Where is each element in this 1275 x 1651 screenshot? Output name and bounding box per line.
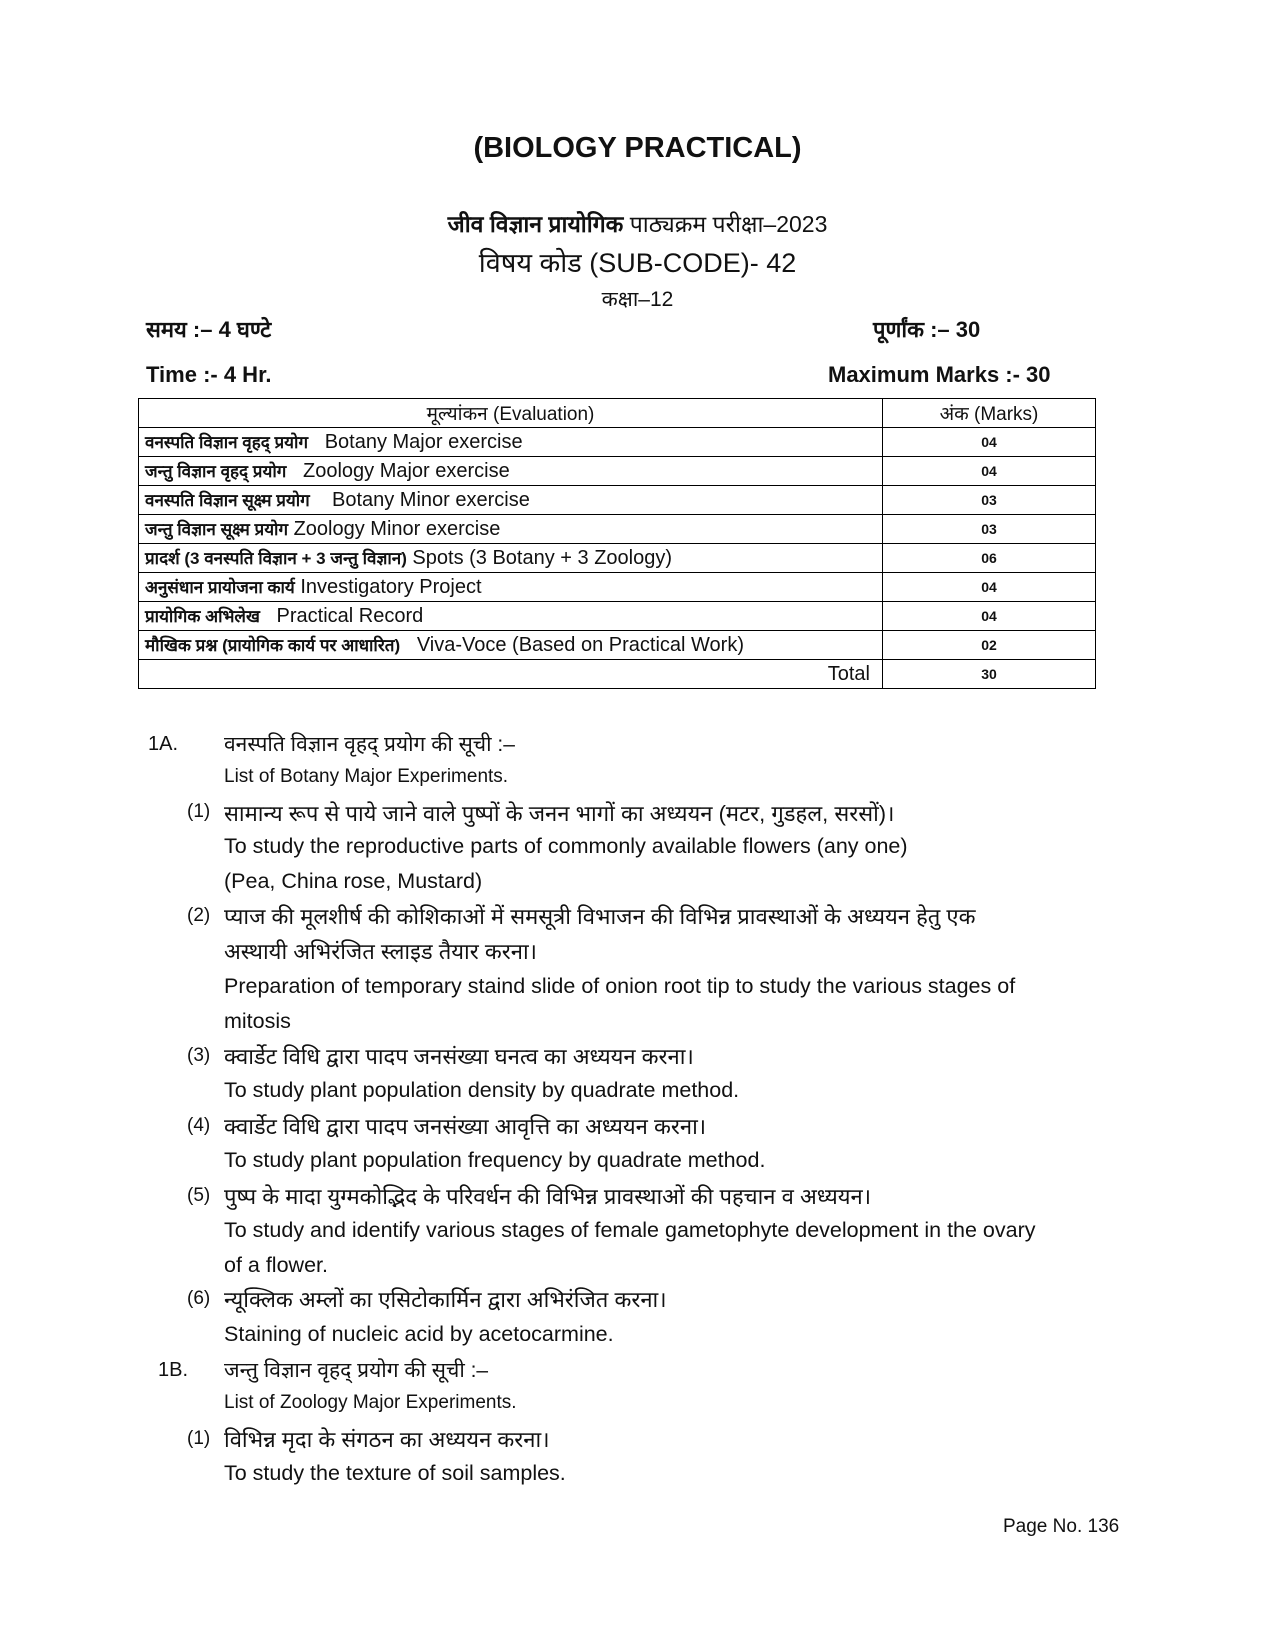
item-number: (3) bbox=[187, 1045, 211, 1066]
section-1a-number: 1A. bbox=[148, 733, 179, 755]
total-value: 30 bbox=[883, 660, 1096, 689]
item-text-hindi: क्वार्डेट विधि द्वारा पादप जनसंख्या आवृत्ति का अध्ययन करना। bbox=[224, 1114, 707, 1139]
row-hindi: जन्तु विज्ञान वृहद् प्रयोग bbox=[145, 462, 287, 481]
marks-hindi: पूर्णांक :– 30 bbox=[873, 317, 981, 342]
evaluation-table bbox=[138, 398, 1096, 689]
row-marks: 06 bbox=[883, 544, 1096, 573]
item-text-english: Preparation of temporary staind slide of onion root tip to study the various stages of bbox=[224, 974, 1016, 998]
item-number: (4) bbox=[187, 1115, 211, 1136]
item-text-english: mitosis bbox=[224, 1009, 291, 1033]
row-marks: 04 bbox=[883, 602, 1096, 631]
item-text-english: To study plant population frequency by quadrate method. bbox=[224, 1148, 766, 1172]
row-english: Botany Minor exercise bbox=[331, 489, 530, 511]
item-number: (5) bbox=[187, 1185, 211, 1206]
class-label: कक्षा–12 bbox=[601, 288, 674, 311]
table-row bbox=[139, 486, 1096, 515]
row-marks: 02 bbox=[883, 631, 1096, 660]
item-text-english: To study and identify various stages of female gametophyte development in the ovary bbox=[224, 1218, 1036, 1242]
item-number: (6) bbox=[187, 1288, 211, 1309]
row-english: Zoology Major exercise bbox=[302, 460, 510, 482]
table-row bbox=[139, 602, 1096, 631]
section-1a-title-hindi: वनस्पति विज्ञान वृहद् प्रयोग की सूची :– bbox=[224, 733, 515, 756]
page-number: Page No. 136 bbox=[1003, 1516, 1120, 1537]
item-text-hindi: प्याज की मूलशीर्ष की कोशिकाओं में समसूत्री विभाजन की विभिन्न प्रावस्थाओं के अध्ययन हेतु एक bbox=[224, 904, 976, 929]
row-english: Investigatory Project bbox=[300, 576, 482, 598]
item-text-english: Staining of nucleic acid by acetocarmine. bbox=[224, 1322, 614, 1346]
row-hindi: जन्तु विज्ञान सूक्ष्म प्रयोग bbox=[145, 520, 289, 539]
section-1b-title-hindi: जन्तु विज्ञान वृहद् प्रयोग की सूची :– bbox=[224, 1359, 489, 1382]
item-text-hindi: पुष्प के मादा युग्मकोद्भिद के परिवर्धन की विभिन्न प्रावस्थाओं की पहचान व अध्ययन। bbox=[224, 1184, 872, 1209]
item-text-english: To study the texture of soil samples. bbox=[224, 1461, 566, 1485]
marks-english: Maximum Marks :- 30 bbox=[828, 362, 1051, 387]
subject-heading-bold: जीव विज्ञान प्रायोगिक bbox=[447, 211, 624, 237]
row-hindi: अनुसंधान प्रायोजना कार्य bbox=[145, 578, 295, 597]
subject-code: विषय कोड (SUB-CODE)- 42 bbox=[478, 248, 797, 278]
total-label: Total bbox=[139, 660, 883, 689]
row-marks: 04 bbox=[883, 428, 1096, 457]
section-1a-title-english: List of Botany Major Experiments. bbox=[224, 766, 509, 787]
item-text-english: (Pea, China rose, Mustard) bbox=[224, 869, 483, 893]
row-english: Botany Major exercise bbox=[324, 431, 523, 453]
table-header-row bbox=[139, 399, 1096, 428]
item-text-hindi: सामान्य रूप से पाये जाने वाले पुष्पों के जनन भागों का अध्ययन (मटर, गुडहल, सरसों)। bbox=[224, 801, 895, 826]
table-total-row bbox=[139, 660, 1096, 689]
table-row bbox=[139, 573, 1096, 602]
row-english: Spots (3 Botany + 3 Zoology) bbox=[412, 547, 673, 569]
column-header-marks: अंक (Marks) bbox=[883, 399, 1096, 428]
subject-heading-hindi bbox=[0, 207, 1275, 239]
item-text-hindi: क्वार्डेट विधि द्वारा पादप जनसंख्या घनत्व का अध्ययन करना। bbox=[224, 1044, 694, 1069]
table-row bbox=[139, 428, 1096, 457]
row-marks: 03 bbox=[883, 515, 1096, 544]
row-hindi: वनस्पति विज्ञान वृहद् प्रयोग bbox=[145, 433, 309, 452]
row-hindi: मौखिक प्रश्न (प्रायोगिक कार्य पर आधारित) bbox=[145, 636, 401, 655]
item-text-english: of a flower. bbox=[224, 1253, 328, 1277]
table-row bbox=[139, 515, 1096, 544]
row-marks: 03 bbox=[883, 486, 1096, 515]
table-row bbox=[139, 631, 1096, 660]
table-row bbox=[139, 544, 1096, 573]
section-1b-title-english: List of Zoology Major Experiments. bbox=[224, 1392, 517, 1413]
section-1b-number: 1B. bbox=[158, 1359, 189, 1381]
row-marks: 04 bbox=[883, 457, 1096, 486]
row-marks: 04 bbox=[883, 573, 1096, 602]
row-english: Viva-Voce (Based on Practical Work) bbox=[416, 634, 744, 656]
time-english: Time :- 4 Hr. bbox=[146, 362, 272, 387]
item-text-hindi: न्यूक्लिक अम्लों का एसिटोकार्मिन द्वारा अभिरंजित करना। bbox=[224, 1287, 667, 1312]
item-text-hindi: अस्थायी अभिरंजित स्लाइड तैयार करना। bbox=[224, 939, 538, 964]
row-hindi: प्रायोगिक अभिलेख bbox=[145, 607, 260, 626]
table-row bbox=[139, 457, 1096, 486]
row-hindi: वनस्पति विज्ञान सूक्ष्म प्रयोग bbox=[145, 491, 310, 510]
row-english: Practical Record bbox=[276, 605, 424, 627]
item-text-english: To study the reproductive parts of commonly available flowers (any one) bbox=[224, 834, 908, 858]
item-number: (1) bbox=[187, 1428, 211, 1449]
item-number: (2) bbox=[187, 905, 211, 926]
item-number: (1) bbox=[187, 801, 211, 822]
item-text-hindi: विभिन्न मृदा के संगठन का अध्ययन करना। bbox=[224, 1427, 550, 1452]
time-hindi: समय :– 4 घण्टे bbox=[146, 317, 272, 342]
row-hindi: प्रादर्श (3 वनस्पति विज्ञान + 3 जन्तु विज्ञान) bbox=[145, 549, 407, 568]
document-title: (BIOLOGY PRACTICAL) bbox=[473, 132, 802, 164]
row-english: Zoology Minor exercise bbox=[293, 518, 501, 540]
column-header-evaluation: मूल्यांकन (Evaluation) bbox=[139, 399, 883, 428]
subject-heading-rest: पाठ्यक्रम परीक्षा–2023 bbox=[623, 211, 828, 237]
item-text-english: To study plant population density by quadrate method. bbox=[224, 1078, 740, 1102]
